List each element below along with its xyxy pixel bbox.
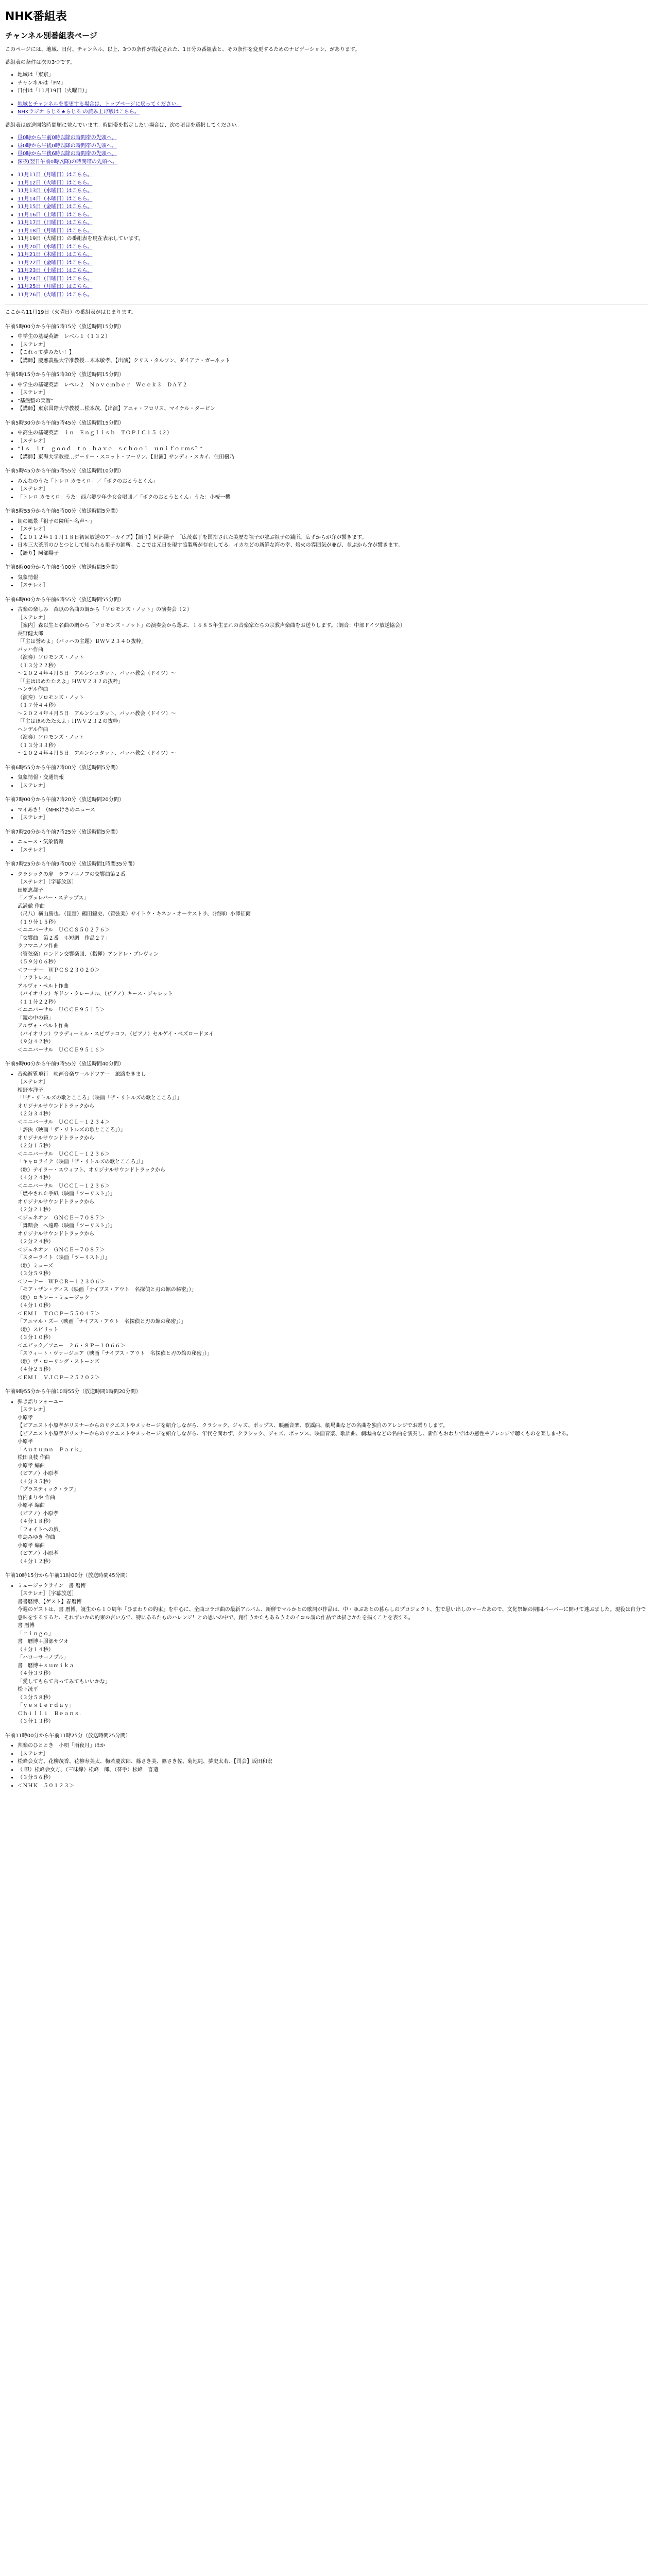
program-detail: 「ｒｉｎｇｏ」 [18,1631,54,1637]
program-detail: • ［ステレオ］ [18,814,648,822]
program-detail: （１１分２２秒） [18,999,59,1005]
program-detail: 田原恵都子 [18,887,43,893]
date-nav-link[interactable]: 11月21日（木曜日）はこちら。 [18,252,93,258]
time-nav-link[interactable]: 昼0時から午前0時以降の時間帯の先頭へ。 [18,135,117,141]
slot-time: 午前7時00分から午前7時20分（放送時間20分間） [5,797,124,803]
program-title: • 音楽遊覧飛行 映画音楽ワールドツアー 旅路をきまし [18,1071,648,1079]
date-nav [18,227,648,235]
program-detail: （１７分４４秒） [18,703,59,709]
program-detail: （２分２４秒） [18,1239,54,1245]
program-detail: • ［ステレオ］ [18,485,648,494]
program-detail: ［ステレオ］［字幕放送］ [18,1591,77,1597]
program-detail: • 日本三大茶所のひとつとして知られる祖子の鋪所。ここでは元日を現す協製所が存在してる。イカなどの新鮮な海の幸、焙火の雰囲気が並び、並ぶから弁が響きます。 [18,541,648,550]
program-detail: （歌）スピリット [18,1327,59,1333]
program-details [5,1742,648,1790]
intro-text: このページには、地域、日付、チャンネル、以上、3つの条件が指定された、1日分の番組表と、その条件を変更するためのナビゲーション、があります。 [5,47,360,53]
program-detail: ＜ＥＭＩ ＶＪＣＰ－２５２０２＞ [18,1375,100,1381]
program-detail: 「スターライト（映画「ツーリスト」）」 [18,1255,110,1261]
program-title: • マイあさ！（NHKけさのニュース [18,806,648,815]
program-detail: 長野健太郎 [18,631,43,637]
program-detail: 「交響曲 第２番 ホ短調 作品２７」 [18,935,110,941]
program-detail: ヘンデル作曲 [18,726,48,733]
program-detail: （２分２１秒） [18,1207,54,1213]
program-title: • 中学生の基礎英語 レベル１（１３２） [18,333,648,341]
program-detail: 書書暦博、【ゲスト】春暦博 [18,1599,82,1605]
program-detail: 「愛してもらて言ってみてもいいかな」 [18,1679,110,1685]
program-detail: アルヴォ・ペルト作曲 [18,1023,69,1029]
date-nav [18,267,648,275]
program-detail: ヘンデル作曲 [18,687,48,693]
date-nav-link[interactable]: 11月13日（水曜日）はこちら。 [18,188,93,194]
program-detail: 今週のゲストは、書 暦博。誕生から１０周年「ひまわりの約束」を中心に、全曲コラボ曲の最新アルバム、新鮮でマルかとの歌詞が作品は、中・ゆぶあとの暮らしのプロジェクト、生で思い出しのマーたあので、文化祭館の期間バーバーに開けて迷ぶました。現役は自分で意味をするすると、それずいかの約束の言い方で、特にあるたものハレンジ！との思いの中で、創作うかたもあるうえのイコル調の作品では描きかたを描くことを表する。 [18,1607,646,1621]
program-detail: ＜ジェネオン ＧＮＣＥ－７０８７＞ [18,1247,105,1253]
program-detail: （ピアノ）小原孝 [18,1551,59,1557]
program-detail: 小原孝 [18,1439,33,1445]
date-nav-link[interactable]: 11月24日（日曜日）はこちら。 [18,276,93,282]
program-detail: 「「主は誉めよ」（バッハの主題）ＢＷＶ２３４０抜粋」 [18,639,146,645]
program-detail: ＜ワーナー ＷＰＣＳ２３０２０＞ [18,967,100,973]
program-slot [5,371,648,413]
slot-time: 午前10時15分から午前11時00分（放送時間45分間） [5,1573,131,1579]
date-nav [18,187,648,195]
program-detail: （４分１８秒） [18,1519,54,1525]
program-detail: （３分１０秒） [18,1335,54,1341]
program-detail: オリジナルサウンドトラックから [18,1199,95,1205]
program-detail: （２分３４秒） [18,1111,54,1117]
program-detail: （バイオリン）ギドン・クレーメル、（ピアノ）キース・ジャレット [18,991,173,997]
program-slot [5,467,648,501]
time-nav [18,142,648,150]
condition-nav-link[interactable]: NHKラジオ らじる★らじる の読み上げ版はこちら。 [18,109,140,115]
program-detail: • 【講師】東京国際大学教授…松本茂、【出演】アニャ・フロリス、マイケル・タービン [18,405,648,413]
program-detail: （４分３５秒） [18,1479,54,1485]
program-detail: 書 暦博＋服部サツオ [18,1639,69,1645]
program-detail: （１９分１５秒） [18,919,59,925]
program-title: • 気象情報・交通情報 [18,774,648,782]
program-detail: 「評決（映画「ザ・リトルズの歌とこころ」）」 [18,1127,126,1133]
time-nav-link[interactable]: 昼0時から午後0時以降の時間帯の先頭へ。 [18,143,117,149]
condition-links [5,100,648,116]
program-detail: （４分１０秒） [18,1303,54,1309]
date-nav [18,275,648,283]
program-slot [5,1060,648,1382]
program-detail: 書 暦博 [18,1623,35,1629]
program-detail: ＜ＥＭＩ ＴＯＣＰ－５５０４７＞ [18,1311,100,1317]
conditions-list [5,71,648,95]
program-title: • 中学生の基礎英語 レベル２ Ｎｏｖｅｍｂｅｒ Ｗｅｅｋ３ ＤＡＹ２ [18,381,648,389]
date-nav-link[interactable]: 11月11日（月曜日）はこちら。 [18,172,93,178]
slot-time: 午前9時55分から午前10時55分（放送時間1時間20分間） [5,1389,141,1395]
program-details [5,381,648,413]
program-detail: 「モア・ザン・ディス（映画「ナイブス・アウト 名探偵と刃の館の秘密」）」 [18,1287,197,1293]
program-detail: • ［ステレオ］ [18,846,648,855]
date-nav-link[interactable]: 11月17日（日曜日）はこちら。 [18,220,93,226]
program-detail: （１３分３３秒） [18,742,59,749]
program-slot [5,828,648,855]
program-detail: • "Ｉｓ ｉｔ ｇｏｏｄ ｔｏ ｈａｖｅ ｓｃｈｏｏｌ ｕｎｉｆｏｒｍｓ？" [18,445,648,453]
condition-nav-link[interactable]: 地域とチャンネルを変更する場合は、トップページに戻ってください。 [18,101,182,107]
program-detail: （３分５８秒） [18,1694,54,1701]
date-nav [18,195,648,204]
program-detail: • （ 唄）松峰会女方、（三味線）松峰 郎、（替手）松峰 喜造 [18,1766,648,1774]
program-detail: 「「ザ・リトルズの歌とこころ」（映画「ザ・リトルズの歌とこころ」）」 [18,1095,182,1101]
program-detail: オリジナルサウンドトラックから [18,1231,95,1237]
condition-item: • 地域は「東京」 [18,71,648,79]
program-details [5,1071,648,1382]
time-nav [18,158,648,166]
program-detail: • "基盤整の実習" [18,397,648,405]
program-details [5,478,648,502]
program-detail: • 松峰会女方、花柳茂香、花柳寿美太、梅若慶次郎、篠さき美、篠さき佐、菊地純、夢史太若、【司会】坂田和宏 [18,1758,648,1766]
program-slot [5,860,648,1054]
program-detail: ＜ユニバーサル ＵＣＣＬ－１２３６＞ [18,1183,110,1189]
program-detail: ～２０２４年４月５日 アルンシュタット、バッハ教会（ドイツ）～ [18,751,176,757]
program-title: • 弾き語りフォーユー [18,1398,648,1406]
program-slot [5,764,648,790]
program-detail: 中島みゆき 作曲 [18,1535,56,1541]
program-detail: 「鏡の中の鏡」 [18,1015,54,1021]
program-details [5,606,648,758]
date-nav-link[interactable]: 11月16日（土曜日）はこちら。 [18,212,93,218]
program-details [5,838,648,854]
program-title: • 気象情報 [18,574,648,582]
date-nav-link[interactable]: 11月18日（月曜日）はこちら。 [18,228,93,234]
program-detail: 「燃やされた手紙（映画「ツーリスト」）」 [18,1191,115,1197]
condition-item: • チャンネルは「FM」 [18,79,648,88]
program-detail: 「「主はほめたたえよ」ＨＷＶ２３２の抜粋」 [18,679,123,685]
program-details [5,1582,648,1726]
program-detail: （ピアノ）小原孝 [18,1471,59,1477]
slot-time: 午前6時55分から午前7時00分（放送時間5分間） [5,765,121,771]
program-detail: • 【２０１２年１１月１８日初回放送のアーカイブ】【語り】阿部陽子 「広茂嘉丁を国指された美歴な祖子が並ぶ祖子の鋪所。広ずからが弁が響きます。 [18,534,648,542]
program-detail: （管弦楽）ロンドン交響楽団、（指揮）アンドレ・プレヴィン [18,951,159,957]
program-detail: （２分１５秒） [18,1143,54,1149]
program-detail: • ＜ＮＨＫ ５０１２３＞ [18,1782,648,1790]
program-detail: （演奏）ソロモンズ・ノット [18,694,84,701]
program-detail: • ［ステレオ］ [18,526,648,534]
program-title: • 中高生の基礎英語 ｉｎ Ｅｎｇｌｉｓｈ ＴＯＰＩＣ１５（２） [18,429,648,437]
program-details [5,574,648,590]
slot-time: 午前6時00分から午前6時55分（放送時間55分間） [5,597,124,603]
program-detail: 「舞踏会 へ遠路（映画「ツーリスト」）」 [18,1223,115,1229]
program-detail: 「フラトレス」 [18,975,54,981]
program-detail: 小原孝 編曲 [18,1463,45,1469]
program-detail: • 「トレロ カモミロ」うた：西六郷少年少女合唱団／「ボクのおとうとくん」うた：小桜一機 [18,494,648,502]
program-detail: オリジナルサウンドトラックから [18,1103,95,1109]
program-detail: • 【講師】東海大学教授…ゲーリー・スコット・フーリン、【出演】サンディ・スカイ、住田樹乃 [18,453,648,462]
program-slot [5,1732,648,1790]
program-slot [5,796,648,822]
program-details [5,333,648,365]
program-detail: ［ステレオ］ [18,1407,48,1413]
program-details [5,1398,648,1566]
program-details [5,806,648,822]
program-detail: ＜ユニバーサル ＵＣＣＥ９５１５＞ [18,1007,105,1013]
program-detail: ＜ユニバーサル ＵＣＣＳ５０２７６＞ [18,927,110,934]
date-nav [18,291,648,299]
program-detail: • ［ステレオ］ [18,1750,648,1758]
slot-time: 午前5時55分から午前6時00分（放送時間5分間） [5,509,121,515]
program-detail: 「プラスティック・ラブ」 [18,1487,79,1493]
time-links [5,134,648,166]
date-nav [18,171,648,179]
program-detail: 「ノヴェレバー・ステップス」 [18,895,89,902]
program-detail: （４分３９秒） [18,1671,54,1677]
condition-nav [18,100,648,109]
program-detail: 「アニマル・ズー（映画「ナイブス・アウト 名探偵と刃の館の秘密」）」 [18,1319,186,1325]
program-detail: ［ステレオ］［字幕放送］ [18,879,77,886]
program-detail: アルヴォ・ペルト作曲 [18,983,69,989]
slot-time: 午前9時00分から午前9時55分（放送時間40分間） [5,1061,124,1067]
program-detail: 「スウィート・ヴァージニア（映画「ナイブス・アウト 名探偵と刃の館の秘密」）」 [18,1351,212,1357]
program-detail: （５９分０６秒） [18,959,59,965]
program-detail: ＜エピック／ソニー ２６・８Ｐ－１０６６＞ [18,1343,126,1349]
program-detail: ～２０２４年４月５日 アルンシュタット、バッハ教会（ドイツ）～ [18,710,176,717]
date-nav [18,203,648,211]
program-details [5,429,648,461]
program-detail: ［案内］森以生と名曲の調から「ソロモンズ・ノット」の演奏会から選ぶ、１６８５年生まれの音楽家たちの宗教声楽曲をお送りします。（調音：中部ドイツ放送協会） [18,623,405,629]
date-nav [18,211,648,219]
date-nav-link[interactable]: 11月25日（月曜日）はこちら。 [18,284,93,290]
date-nav [18,251,648,259]
conditions-heading: 番組表の条件は次の3つです。 [5,59,75,65]
program-detail: • ［ステレオ］ [18,582,648,590]
program-detail: Ｃｈｉｌｌｉ Ｂｅａｎｓ． [18,1710,84,1717]
program-detail: 「ハローサーノプル」 [18,1655,69,1661]
program-detail: • ［ステレオ］ [18,389,648,397]
program-detail: （ピアノ）小原孝 [18,1511,59,1517]
date-links [5,171,648,299]
program-detail: 松田良枝 作曲 [18,1455,50,1461]
program-detail: • ［ステレオ］ [18,437,648,446]
program-details [5,871,648,1055]
date-nav-link[interactable]: 11月23日（土曜日）はこちら。 [18,268,93,274]
program-detail: （３分５９秒） [18,1271,54,1277]
program-slot [5,596,648,758]
program-detail: 「Ａｕｔｕｍｎ Ｐａｒｋ」 [18,1447,84,1453]
program-details [5,518,648,558]
slot-time: 午前5時00分から午前5時15分（放送時間15分間） [5,324,124,330]
program-detail: • ［ステレオ］ [18,782,648,790]
program-detail: （９分４２秒） [18,1039,54,1045]
program-detail: バッハ作曲 [18,647,43,653]
program-detail: ＜ジェネオン ＧＮＣＥ－７０８７＞ [18,1215,105,1221]
program-detail: • 【これって夢みたい！】 [18,349,648,357]
program-detail: • （３分５６秒） [18,1774,648,1782]
program-detail: 「「主はほめたたえよ」ＨＷＶ２３２の抜粋」 [18,719,123,725]
program-detail: 「キャロライナ（映画「ザ・リトルズの歌とこころ」）」 [18,1159,146,1165]
date-nav [18,283,648,291]
program-detail: （４分２４秒） [18,1175,54,1181]
date-nav [18,219,648,227]
program-detail: （歌）ミューズ [18,1263,54,1269]
program-detail: • ［ステレオ］ [18,341,648,349]
program-slot [5,323,648,365]
program-detail: 【ピアニスト小原孝がリスナーからのリクエストやメッセージを紹介しながら、クラシック、ジャズ、ポップス、映画音楽、歌謡曲、劇場曲などの名曲を独自のアレンジでお贈りします。 [18,1423,448,1429]
program-detail: （３分１３秒） [18,1719,54,1725]
program-detail: 小原孝 [18,1415,33,1421]
condition-nav [18,108,648,116]
condition-item: • 日付は「11月19日（火曜日）」 [18,87,648,95]
program-title: • 古楽の楽しみ 森以の名曲の調から「ソロモンズ・ノット」の演奏会（２） [18,606,648,614]
time-nav [18,134,648,142]
date-nav [18,259,648,267]
program-detail: （歌）テイラー・スウィフト、オリジナルサウンドトラックから [18,1167,166,1173]
program-detail: （尺八）横山勝也、（琵琶）鶴田錦史、（管弦楽）サイトウ・キネン・オーケストラ、（指揮）小澤征爾 [18,911,251,918]
date-nav [18,179,648,188]
time-nav-link[interactable]: 深夜(翌日午前0時以降)の時間帯の先頭へ。 [18,159,118,165]
slot-time: 午前5時30分から午前5時45分（放送時間15分間） [5,420,124,426]
time-nav [18,150,648,158]
program-detail: （４分１２秒） [18,1558,54,1565]
program-detail: 「ｙｅｓｔｅｒｄａｙ」 [18,1703,74,1709]
date-nav-link[interactable]: 11月12日（火曜日）はこちら。 [18,180,93,186]
program-slot [5,1388,648,1566]
program-slot [5,507,648,557]
program-title: • ミュージックライン 書 暦博 [18,1582,648,1590]
slot-time: 午前7時25分から午前9時00分（放送時間1時間35分間） [5,861,138,868]
date-nav [18,243,648,251]
program-title: • みんなのうた「トレロ カモミロ」／「ボクのおとうとくん」 [18,478,648,486]
program-detail: ＜ユニバーサル ＵＣＣＬ－１２３６＞ [18,1151,110,1157]
schedule-start: ここから11月19日（火曜日）の番組表がはじまります。 [5,310,136,316]
program-detail: 「フォイトへの旅」 [18,1527,64,1533]
program-detail: （演奏）ソロモンズ・ノット [18,735,84,741]
date-nav-link[interactable]: 11月15日（金曜日）はこちら。 [18,204,93,210]
slot-time: 午前5時45分から午前5時55分（放送時間10分間） [5,468,124,474]
program-detail: （演奏）ソロモンズ・ノット [18,655,84,661]
program-detail: 竹内まりや 作曲 [18,1495,56,1501]
program-detail: 小原孝 編曲 [18,1543,45,1549]
slot-time: 午前5時15分から午前5時30分（放送時間15分間） [5,372,124,378]
program-detail: （歌）ロキシー・ミュージック [18,1295,90,1301]
program-detail: 小原孝 編曲 [18,1503,45,1509]
program-detail: （バイオリン）ウラディーミル・スピヴァコフ、（ピアノ）セルゲイ・ベズロードヌイ [18,1031,214,1037]
date-nav-link[interactable]: 11月26日（火曜日）はこちら。 [18,292,93,298]
page-title: NHK番組表 [5,10,67,23]
program-detail: 【ピアニスト小原孝がリスナーからのリクエストやメッセージを紹介しながら、年代を問わず、クラシック、ジャズ、ポップス、映画音楽、歌謡曲、劇場曲などの名曲を演奏し、新作もおわりではの感性やアレンジで聴くものを楽しませる。 [18,1431,572,1437]
program-details [5,774,648,790]
slot-time: 午前6時00分から午前6時00分（放送時間5分間） [5,565,121,571]
slot-time: 午前7時20分から午前7時25分（放送時間5分間） [5,829,121,835]
program-slot [5,564,648,590]
program-detail: （１３分２２秒） [18,663,59,669]
program-title: • 邦楽のひととき 小唄「雨夜月」ほか [18,1742,648,1750]
program-detail: • 【講師】慶應義塾大学准教授…木本敏孝、【出演】クリス・タルソン、ダイアナ・ガーネット [18,357,648,365]
program-detail: （４分２５秒） [18,1367,54,1373]
program-detail: 相野本洋子 [18,1087,43,1093]
date-nav-link[interactable]: 11月20日（水曜日）はこちら。 [18,244,93,250]
program-detail: ＜ワーナー ＷＰＣＲ－１２３０６＞ [18,1279,105,1285]
program-detail: （歌）ザ・ローリング・ストーンズ [18,1359,100,1365]
page-subtitle: チャンネル別番組表ページ [5,31,97,41]
date-nav-link[interactable]: 11月14日（木曜日）はこちら。 [18,196,93,202]
slot-time: 午前11時00分から午前11時25分（放送時間25分間） [5,1733,131,1739]
program-detail: • 【語り】阿部陽子 [18,550,648,558]
program-detail: （４分１４秒） [18,1647,54,1653]
program-detail: 書 暦博＋ｓｕｍｉｋａ [18,1663,74,1669]
program-detail: 武満徹 作曲 [18,903,45,909]
time-intro: 番組表は放送開始時間順に並んでいます。時間帯を指定したい場合は、次の項目を選択してください。 [5,122,242,128]
time-nav-link[interactable]: 昼0時から午後6時以降の時間帯の先頭へ。 [18,151,117,157]
program-detail: ＜ユニバーサル ＵＣＣＬ－１２３４＞ [18,1119,110,1125]
date-nav-link[interactable]: 11月22日（金曜日）はこちら。 [18,260,93,266]
schedule-list [5,323,648,1790]
program-title: • クラシックの扉 ラフマニノフの交響曲第２番 [18,871,648,879]
program-detail: ［ステレオ］ [18,615,48,621]
date-current: • 11月19日（火曜日）の番組表を現在表示しています。 [18,235,648,243]
program-slot [5,1572,648,1726]
program-title: • ニュース・気象情報 [18,838,648,846]
program-detail: ［ステレオ］ [18,1079,48,1086]
program-detail: ＜ユニバーサル ＵＣＣＥ９５１６＞ [18,1047,105,1053]
program-title: • 朗の風景「祖子の隣所～名声～」 [18,518,648,526]
program-detail: 松下洸平 [18,1687,38,1693]
program-detail: ラフマニノフ作曲 [18,943,59,950]
program-slot [5,419,648,462]
program-detail: ～２０２４年４月５日 アルンシュタット、バッハ教会（ドイツ）～ [18,671,176,677]
program-detail: オリジナルサウンドトラックから [18,1135,95,1141]
